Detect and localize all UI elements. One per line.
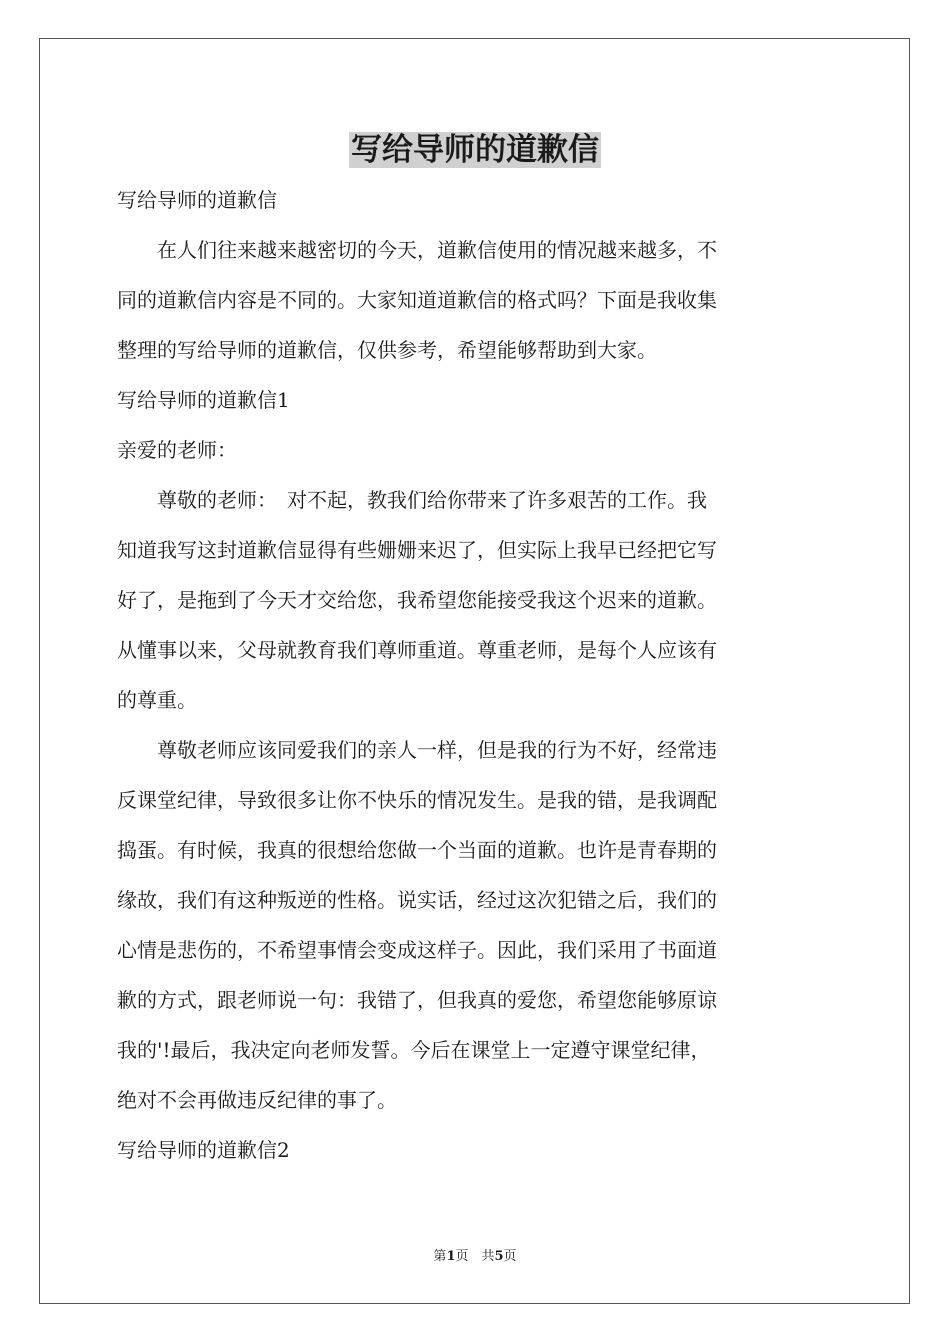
- body-line: 尊敬老师应该同爱我们的亲人一样，但是我的行为不好，经常违: [117, 738, 717, 762]
- subtitle-line: 写给导师的道歉信: [117, 188, 277, 212]
- footer-current-page: 1: [446, 1249, 456, 1264]
- body-line: 整理的写给导师的道歉信，仅供参考，希望能够帮助到大家。: [117, 338, 657, 362]
- section-heading-2: 写给导师的道歉信2: [117, 1138, 290, 1162]
- footer-prefix: 第: [433, 1249, 447, 1264]
- salutation: 亲爱的老师：: [117, 438, 237, 462]
- body-line: 心情是悲伤的，不希望事情会变成这样子。因此，我们采用了书面道: [117, 938, 717, 962]
- body-line: 反课堂纪律，导致很多让你不快乐的情况发生。是我的错，是我调配: [117, 788, 717, 812]
- body-line: 从懂事以来，父母就教育我们尊师重道。尊重老师，是每个人应该有: [117, 638, 717, 662]
- document-title: [0, 128, 950, 172]
- footer-total-suffix: 页: [503, 1249, 517, 1264]
- body-line: 歉的方式，跟老师说一句：我错了，但我真的爱您，希望您能够原谅: [117, 988, 717, 1012]
- document-title-text: 写给导师的道歉信: [351, 132, 599, 168]
- page-footer: [0, 1248, 950, 1266]
- body-line: 同的道歉信内容是不同的。大家知道道歉信的格式吗？下面是我收集: [117, 288, 717, 312]
- body-line: 在人们往来越来越密切的今天，道歉信使用的情况越来越多，不: [117, 238, 717, 262]
- body-line: 我的'!最后，我决定向老师发誓。今后在课堂上一定遵守课堂纪律，: [117, 1038, 711, 1062]
- footer-page-suffix: 页 共: [455, 1249, 495, 1264]
- footer-total-pages: 5: [494, 1249, 504, 1264]
- body-line: 尊敬的老师： 对不起，教我们给你带来了许多艰苦的工作。我: [117, 488, 707, 512]
- body-line: 捣蛋。有时候，我真的很想给您做一个当面的道歉。也许是青春期的: [117, 838, 717, 862]
- body-line: 好了，是拖到了今天才交给您，我希望您能接受我这个迟来的道歉。: [117, 588, 717, 612]
- body-line: 的尊重。: [117, 688, 197, 712]
- section-heading-1: 写给导师的道歉信1: [117, 388, 290, 412]
- body-line: 缘故，我们有这种叛逆的性格。说实话，经过这次犯错之后，我们的: [117, 888, 717, 912]
- body-line: 知道我写这封道歉信显得有些姗姗来迟了，但实际上我早已经把它写: [117, 538, 717, 562]
- body-line: 绝对不会再做违反纪律的事了。: [117, 1088, 397, 1112]
- document-body: [117, 175, 839, 1175]
